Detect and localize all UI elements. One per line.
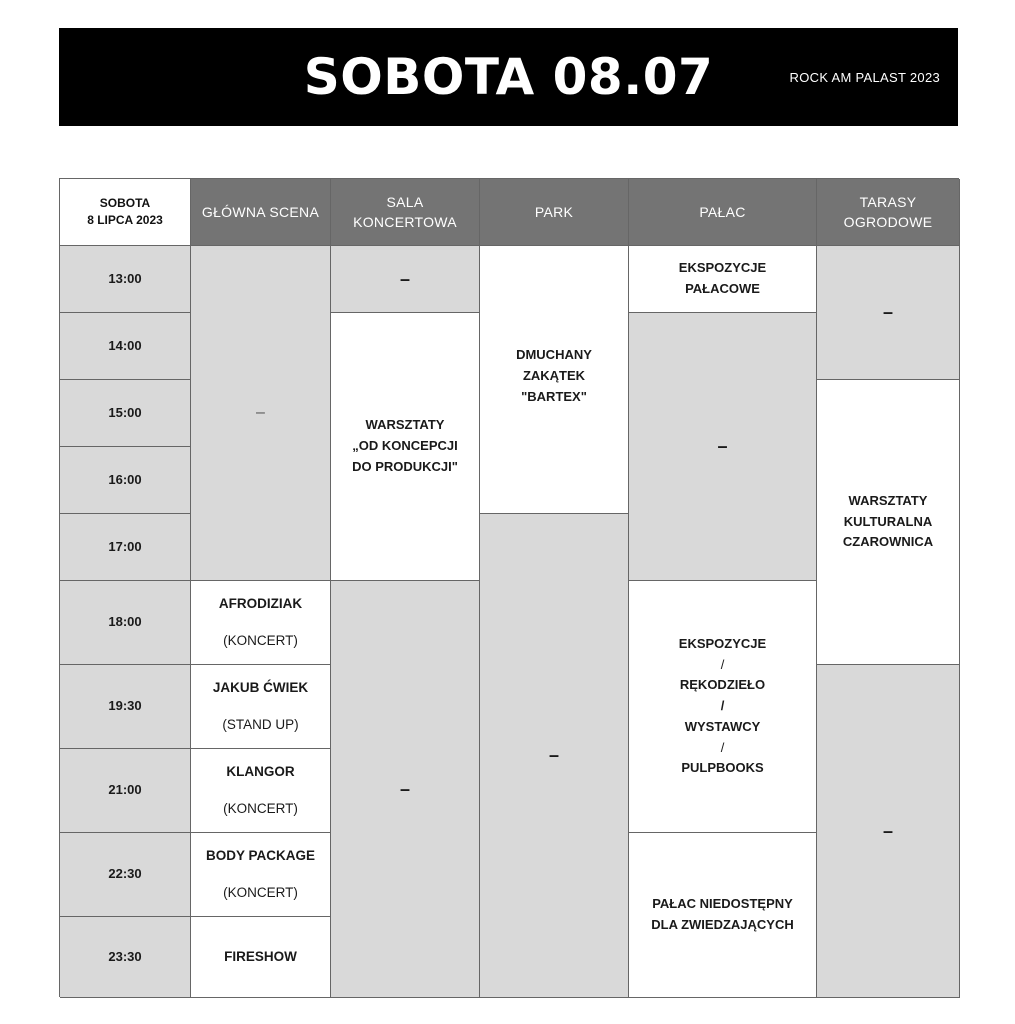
event-title-line: DLA ZWIEDZAJĄCYCH <box>651 917 794 932</box>
act-cell <box>191 833 331 917</box>
empty-dash: – <box>717 436 728 457</box>
empty-dash: – <box>399 268 410 289</box>
act-name: FIRESHOW <box>224 948 297 964</box>
separator: / <box>720 698 725 714</box>
act-name: KLANGOR <box>226 764 295 780</box>
corner-date-header <box>60 179 191 246</box>
time-slot: 19:30 <box>60 665 191 749</box>
act-type: (KONCERT) <box>223 884 298 900</box>
palac-exhibition <box>629 246 817 313</box>
column-header-glowna-scena <box>191 179 331 246</box>
time-slot: 18:00 <box>60 581 191 665</box>
palac-expo <box>629 581 817 833</box>
act-type: (STAND UP) <box>222 716 299 732</box>
event-title-line: KULTURALNA <box>843 513 933 529</box>
park-event <box>480 246 629 514</box>
park-empty-bottom <box>480 514 629 998</box>
column-header-label: KONCERTOWA <box>353 214 457 230</box>
palac-empty-middle <box>629 313 817 581</box>
event-title-line: EKSPOZYCJE <box>678 635 767 651</box>
column-header-label: PAŁAC <box>699 203 746 220</box>
act-cell <box>191 665 331 749</box>
event-title-line: WARSZTATY <box>365 417 445 433</box>
act-cell <box>191 581 331 665</box>
event-name: ROCK AM PALAST 2023 <box>789 69 940 85</box>
act-type: (KONCERT) <box>223 632 298 648</box>
column-header-label: PARK <box>534 203 574 220</box>
event-title-line: DMUCHANY <box>516 347 592 362</box>
event-title-line: PAŁACOWE <box>685 281 760 296</box>
time-slot: 23:30 <box>60 917 191 998</box>
event-title-line: DO PRODUKCJI" <box>352 458 458 474</box>
event-title-line: WYSTAWCY <box>684 718 761 734</box>
time-slot: 13:00 <box>60 246 191 313</box>
separator: / <box>720 656 725 672</box>
empty-dash: – <box>399 778 410 799</box>
tarasy-empty-bottom <box>817 665 960 998</box>
event-title-line: RĘKODZIEŁO <box>679 677 766 693</box>
corner-day: SOBOTA <box>99 195 151 210</box>
time-slot: 16:00 <box>60 447 191 514</box>
act-name: JAKUB ĆWIEK <box>212 680 309 696</box>
time-slot: 14:00 <box>60 313 191 380</box>
empty-dash: – <box>256 404 265 422</box>
time-slot: 22:30 <box>60 833 191 917</box>
column-header-sala-koncertowa <box>331 179 480 246</box>
act-name: BODY PACKAGE <box>205 848 315 864</box>
sala-empty-bottom <box>331 581 480 998</box>
column-header-label: OGRODOWE <box>843 214 933 230</box>
empty-dash: – <box>882 820 893 841</box>
column-header-label: TARASY <box>859 193 917 210</box>
act-cell <box>191 917 331 998</box>
event-title-line: PAŁAC NIEDOSTĘPNY <box>652 896 793 912</box>
event-title-line: „OD KONCEPCJI <box>352 438 458 454</box>
header-banner <box>59 28 958 126</box>
column-header-label: SALA <box>386 193 424 210</box>
event-title-line: ZAKĄTEK <box>522 367 586 383</box>
corner-date: 8 LIPCA 2023 <box>87 213 163 227</box>
separator: / <box>720 739 725 755</box>
event-title-line: EKSPOZYCJE <box>678 260 767 276</box>
column-header-palac <box>629 179 817 246</box>
event-title-line: WARSZTATY <box>848 492 928 508</box>
page-title: SOBOTA 08.07 <box>303 48 714 106</box>
palac-closed-notice <box>629 833 817 998</box>
act-cell <box>191 749 331 833</box>
event-title-line: "BARTEX" <box>521 388 587 404</box>
sala-empty-top <box>331 246 480 313</box>
time-slot: 17:00 <box>60 514 191 581</box>
event-title-line: CZAROWNICA <box>842 534 934 550</box>
time-slot: 21:00 <box>60 749 191 833</box>
event-title-line: PULPBOOKS <box>681 760 764 776</box>
column-header-tarasy-ogrodowe <box>817 179 960 246</box>
column-header-park <box>480 179 629 246</box>
glowna-empty-block <box>191 246 331 581</box>
time-slot: 15:00 <box>60 380 191 447</box>
column-header-label: GŁÓWNA SCENA <box>201 203 320 220</box>
act-type: (KONCERT) <box>223 800 298 816</box>
sala-workshop <box>331 313 480 581</box>
tarasy-workshop <box>817 380 960 665</box>
act-name: AFRODIZIAK <box>218 596 303 612</box>
tarasy-empty-top <box>817 246 960 380</box>
schedule-table <box>59 178 959 997</box>
empty-dash: – <box>548 745 559 766</box>
empty-dash: – <box>882 302 893 323</box>
